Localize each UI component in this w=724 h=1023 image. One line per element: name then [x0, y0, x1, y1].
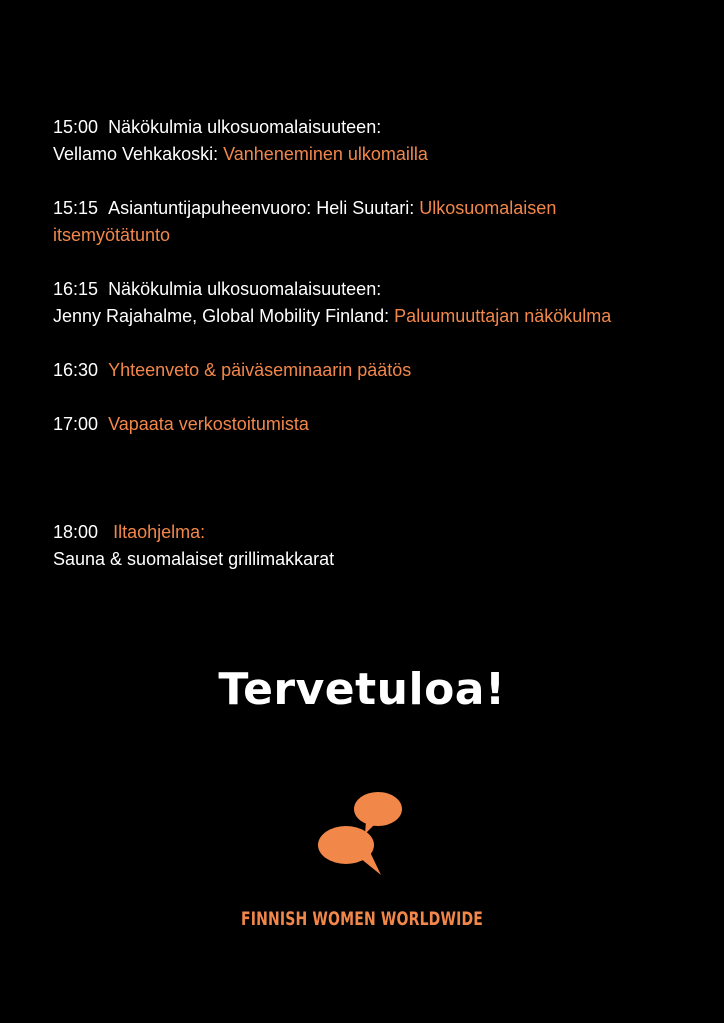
agenda-time: 16:15 [53, 279, 99, 299]
agenda-heading: Asiantuntijapuheenvuoro: Heli Suutari: [108, 198, 420, 218]
welcome-heading: Tervetuloa! [218, 664, 506, 715]
agenda-topic: Ulkosuomalaisen itsemyötätunto [53, 198, 557, 245]
organization-name: FINNISH WOMEN WORLDWIDE [240, 908, 484, 930]
agenda-detail: Sauna & suomalaiset grillimakkarat [53, 549, 335, 569]
agenda-topic: Paluumuuttajan näkökulma [394, 306, 612, 326]
agenda-item [53, 114, 653, 168]
agenda-topic: Vapaata verkostoitumista [108, 414, 309, 434]
agenda-speaker: Jenny Rajahalme, Global Mobility Finland: [53, 306, 395, 326]
agenda-heading: Näkökulmia ulkosuomalaisuuteen: [108, 279, 382, 299]
agenda-speaker: Vellamo Vehkakoski: [53, 144, 224, 164]
small-bubble-tail [365, 821, 376, 834]
agenda-time: 17:00 [53, 414, 99, 434]
agenda-time: 15:00 [53, 117, 99, 137]
agenda-topic: Iltaohjelma: [113, 522, 206, 542]
speech-bubbles-icon [318, 788, 408, 878]
agenda-heading: Näkökulmia ulkosuomalaisuuteen: [108, 117, 382, 137]
agenda-item [53, 276, 653, 330]
agenda-item [53, 357, 653, 384]
agenda-topic: Yhteenveto & päiväseminaarin päätös [108, 360, 412, 380]
agenda-time: 18:00 [53, 522, 99, 542]
agenda-time: 16:30 [53, 360, 99, 380]
agenda [53, 114, 653, 600]
agenda-item [53, 519, 653, 573]
small-speech-bubble [354, 792, 402, 826]
agenda-item [53, 195, 653, 249]
agenda-topic: Vanheneminen ulkomailla [223, 144, 428, 164]
agenda-time: 15:15 [53, 198, 99, 218]
agenda-item [53, 411, 653, 438]
